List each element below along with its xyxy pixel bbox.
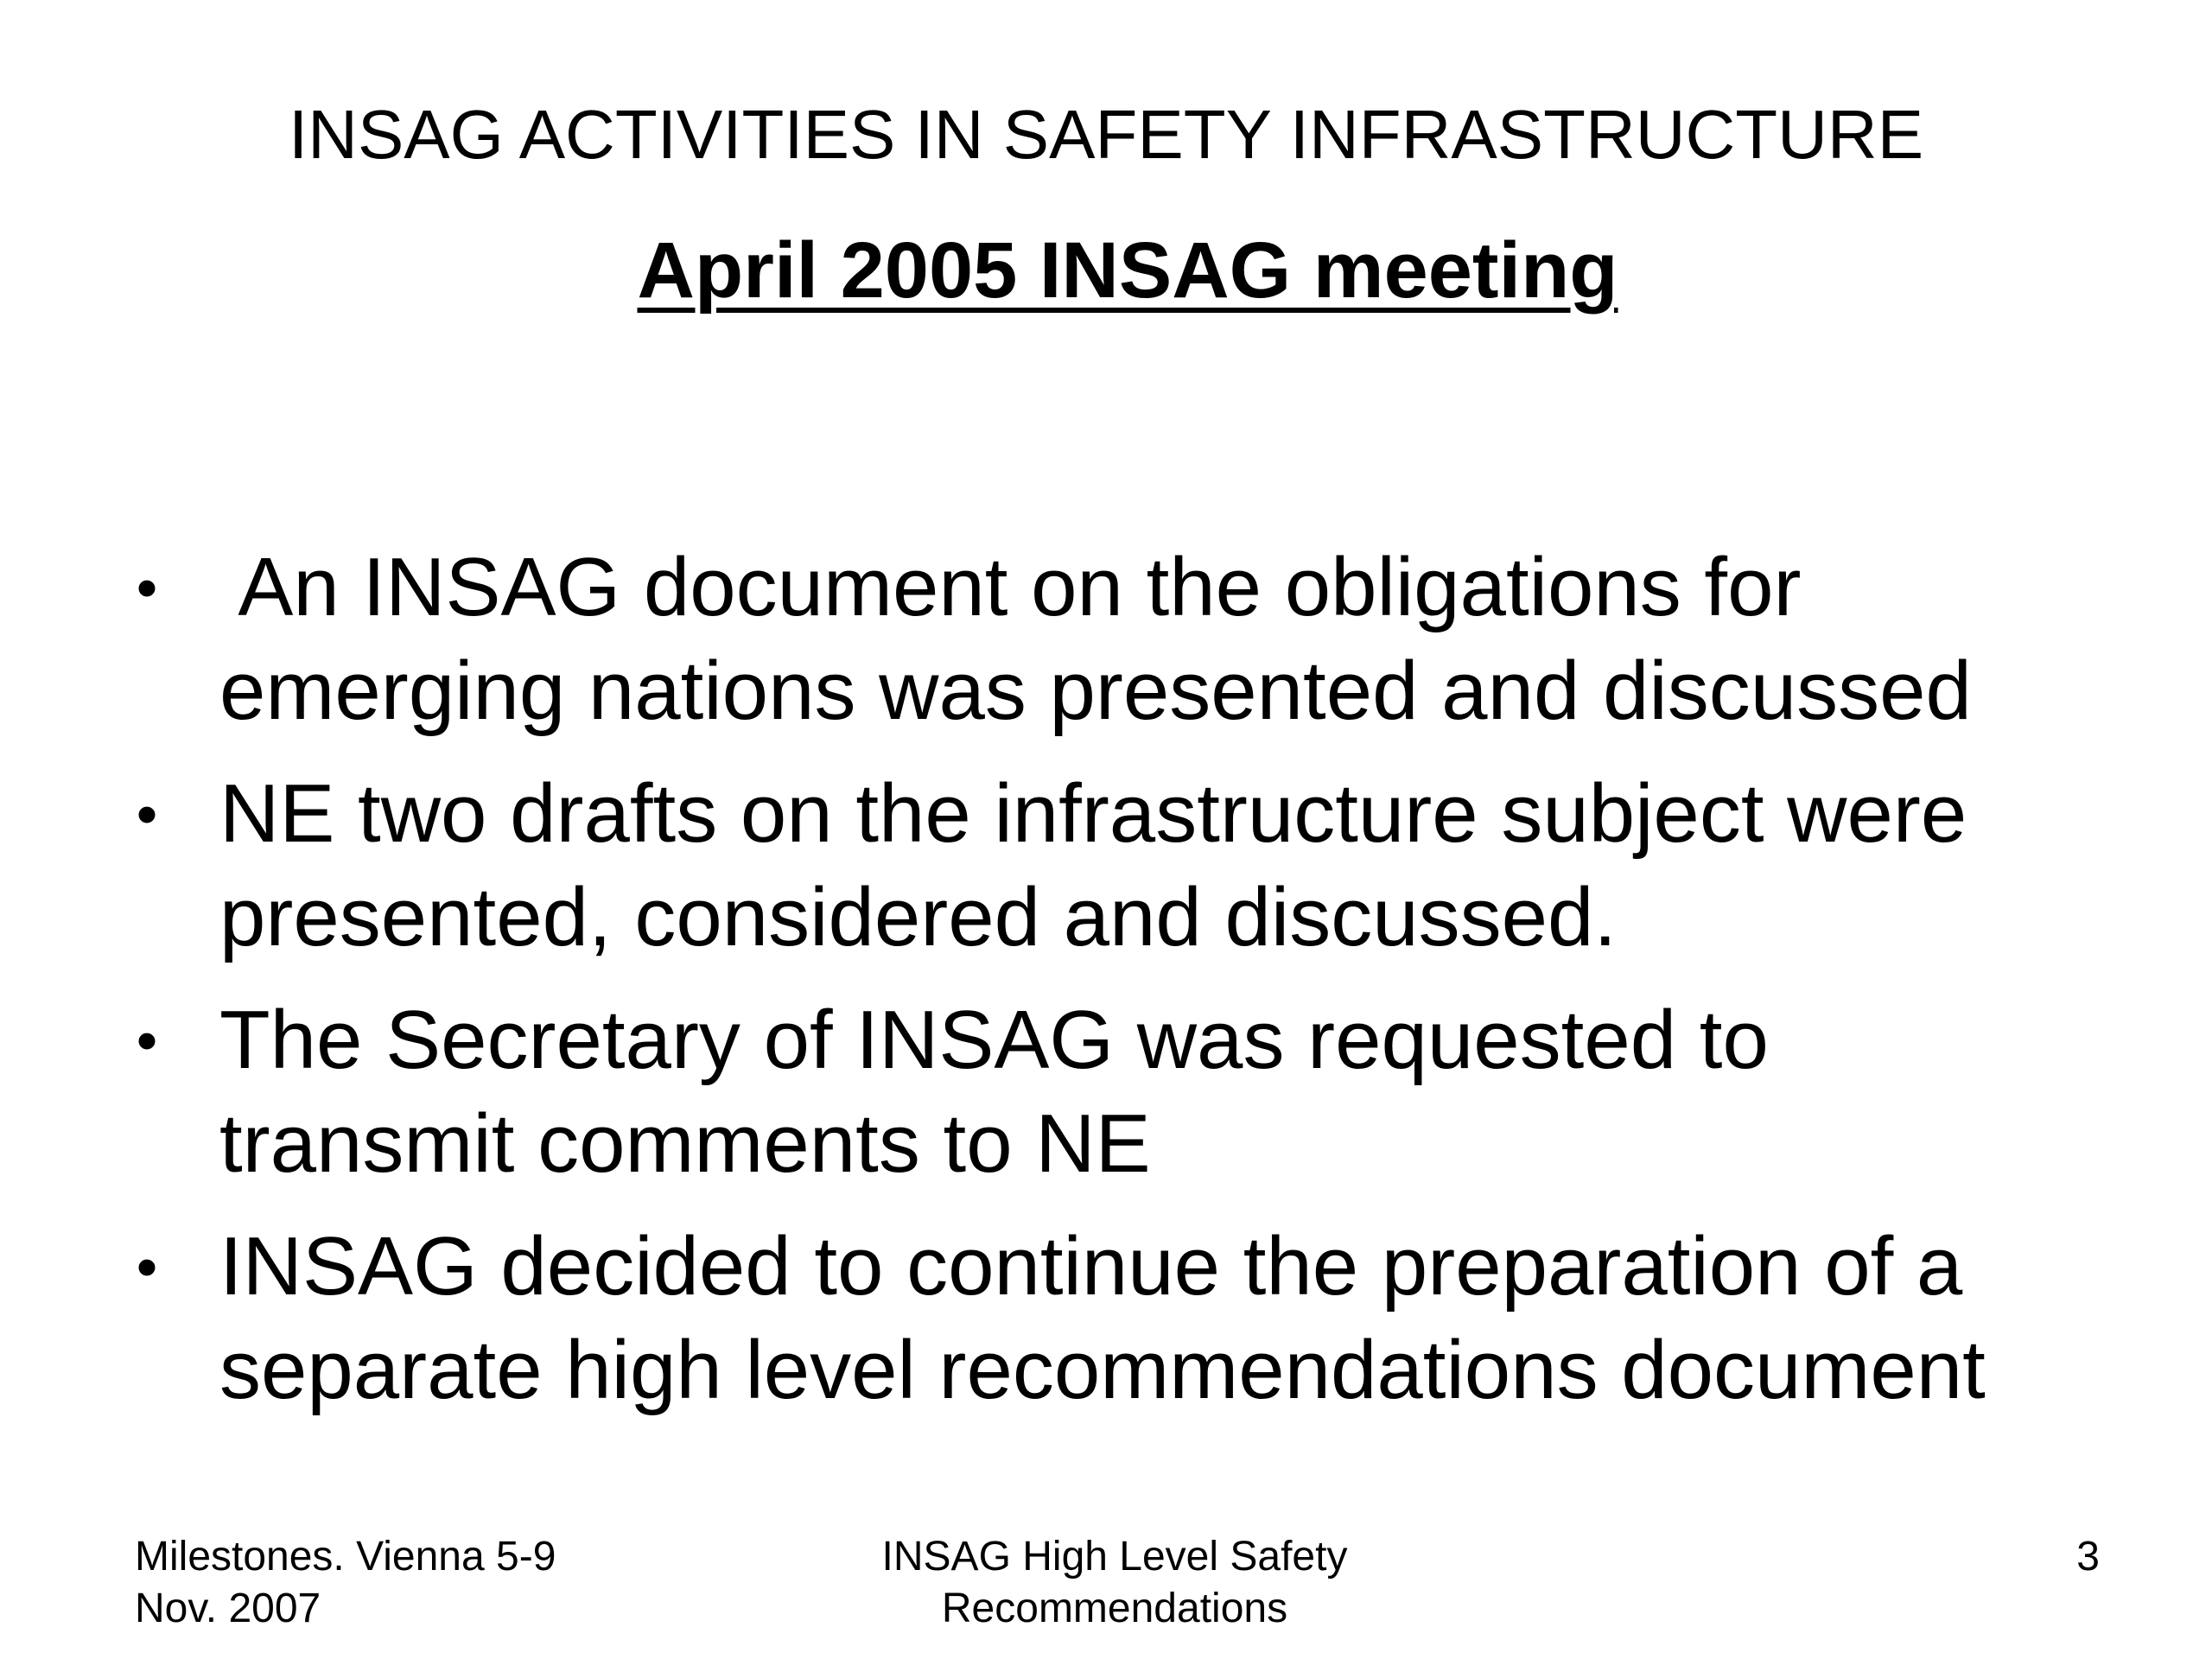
bullet-line: INSAG decided to continue the preparation of a bbox=[219, 1220, 1963, 1313]
bullet-item bbox=[130, 536, 2117, 743]
bullet-item bbox=[130, 762, 2117, 969]
bullet-line: transmit comments to NE bbox=[219, 1097, 1151, 1190]
bullet-marker: • bbox=[136, 1233, 158, 1300]
bullet-marker: • bbox=[136, 780, 158, 848]
bullet-list bbox=[130, 536, 2117, 1441]
footer-center-line: Recommendations bbox=[941, 1586, 1288, 1631]
bullet-line: The Secretary of INSAG was requested to bbox=[219, 994, 1769, 1086]
bullet-item bbox=[130, 988, 2117, 1196]
bullet-line: separate high level recommendations document bbox=[219, 1324, 1986, 1416]
slide-header-title: INSAG ACTIVITIES IN SAFETY INFRASTRUCTURE bbox=[288, 96, 1924, 173]
bullet-marker: • bbox=[136, 554, 158, 621]
footer-left bbox=[135, 1531, 653, 1635]
bullet-line: emerging nations was presented and discussed bbox=[219, 645, 1972, 737]
bullet-item bbox=[130, 1215, 2117, 1422]
bullet-line: An INSAG document on the obligations for bbox=[219, 541, 1802, 633]
bullet-line: NE two drafts on the infrastructure subject were bbox=[219, 767, 1967, 860]
footer-left-line: Nov. 2007 bbox=[135, 1586, 321, 1631]
slide-subtitle bbox=[0, 223, 2212, 318]
bullet-line: presented, considered and discussed. bbox=[219, 871, 1618, 963]
footer-left-line: Milestones. Vienna 5-9 bbox=[135, 1534, 556, 1580]
slide-subtitle-text: April 2005 INSAG meeting bbox=[637, 226, 1618, 315]
page-number: 3 bbox=[2076, 1534, 2100, 1580]
footer-center bbox=[760, 1531, 1469, 1635]
footer-center-line: INSAG High Level Safety bbox=[881, 1534, 1348, 1580]
bullet-marker: • bbox=[136, 1007, 158, 1074]
